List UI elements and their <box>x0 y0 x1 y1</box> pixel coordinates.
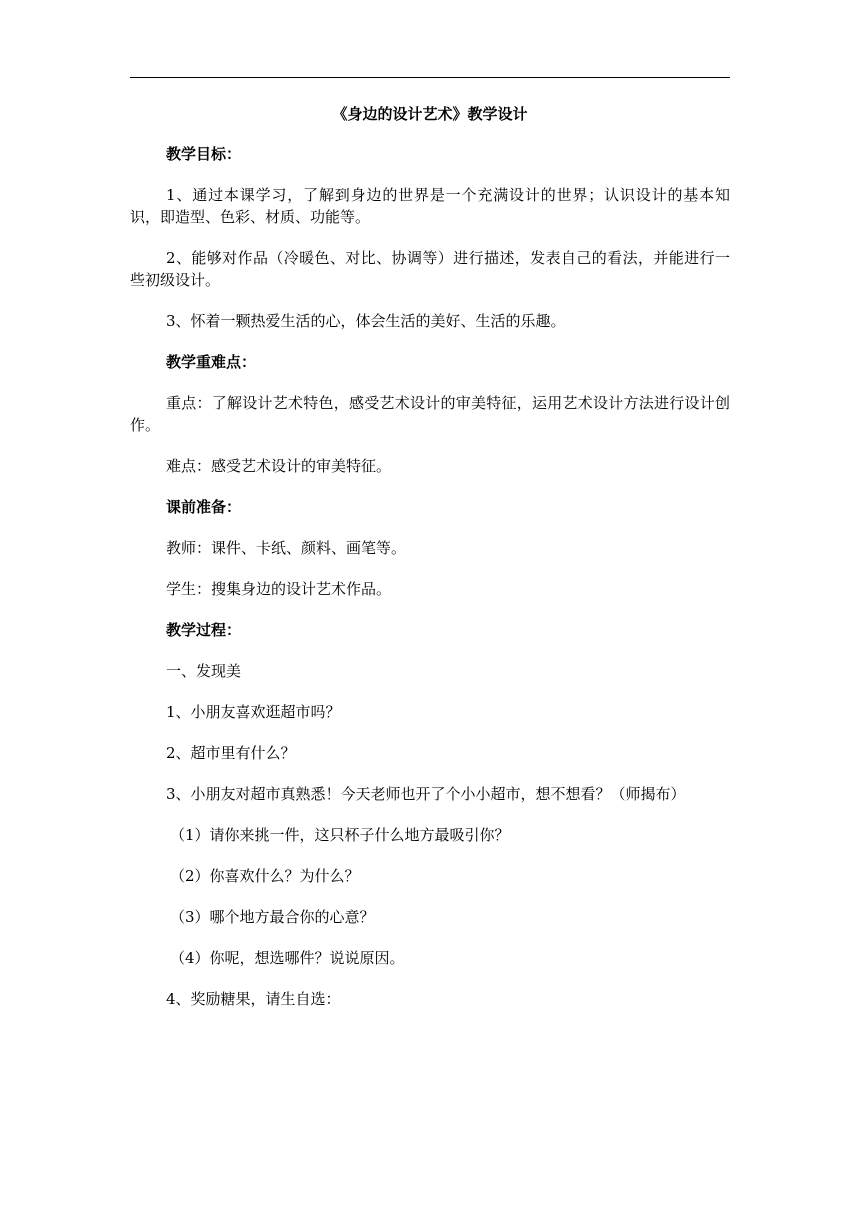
paragraph: 学生：搜集身边的设计艺术作品。 <box>166 580 392 598</box>
paragraph: 1、小朋友喜欢逛超市吗？ <box>166 703 341 721</box>
paragraph: 2、能够对作品（冷暖色、对比、协调等）进行描述，发表自己的看法，并能进行一些初级设计。 <box>130 249 730 289</box>
paragraph: 教师：课件、卡纸、颜料、画笔等。 <box>166 539 407 557</box>
paragraph: 1、通过本课学习，了解到身边的世界是一个充满设计的世界；认识设计的基本知识，即造型、色彩、材质、功能等。 <box>130 186 730 226</box>
header-rule <box>130 77 730 78</box>
section-heading-key-points: 教学重难点： <box>166 353 257 371</box>
paragraph: 3、怀着一颗热爱生活的心，体会生活的美好、生活的乐趣。 <box>166 312 566 330</box>
paragraph: 难点：感受艺术设计的审美特征。 <box>166 457 392 475</box>
paragraph: 重点：了解设计艺术特色，感受艺术设计的审美特征，运用艺术设计方法进行设计创作。 <box>130 394 730 434</box>
sub-item: （4）你呢，想选哪件？说说原因。 <box>170 949 405 967</box>
section-heading-process: 教学过程： <box>166 621 242 639</box>
paragraph: 一、发现美 <box>166 662 242 680</box>
paragraph: 4、奖励糖果，请生自选： <box>166 990 341 1008</box>
sub-item: （3）哪个地方最合你的心意？ <box>170 908 375 926</box>
sub-item: （1）请你来挑一件，这只杯子什么地方最吸引你？ <box>170 826 510 844</box>
document-title: 《身边的设计艺术》教学设计 <box>332 105 528 123</box>
paragraph: 3、小朋友对超市真熟悉！今天老师也开了个小小超市，想不想看？（师揭布） <box>166 785 686 803</box>
section-heading-objectives: 教学目标： <box>166 145 242 163</box>
document-body <box>130 103 730 1029</box>
paragraph: 2、超市里有什么？ <box>166 744 296 762</box>
sub-item: （2）你喜欢什么？为什么？ <box>170 867 360 885</box>
section-heading-preparation: 课前准备： <box>166 498 242 516</box>
